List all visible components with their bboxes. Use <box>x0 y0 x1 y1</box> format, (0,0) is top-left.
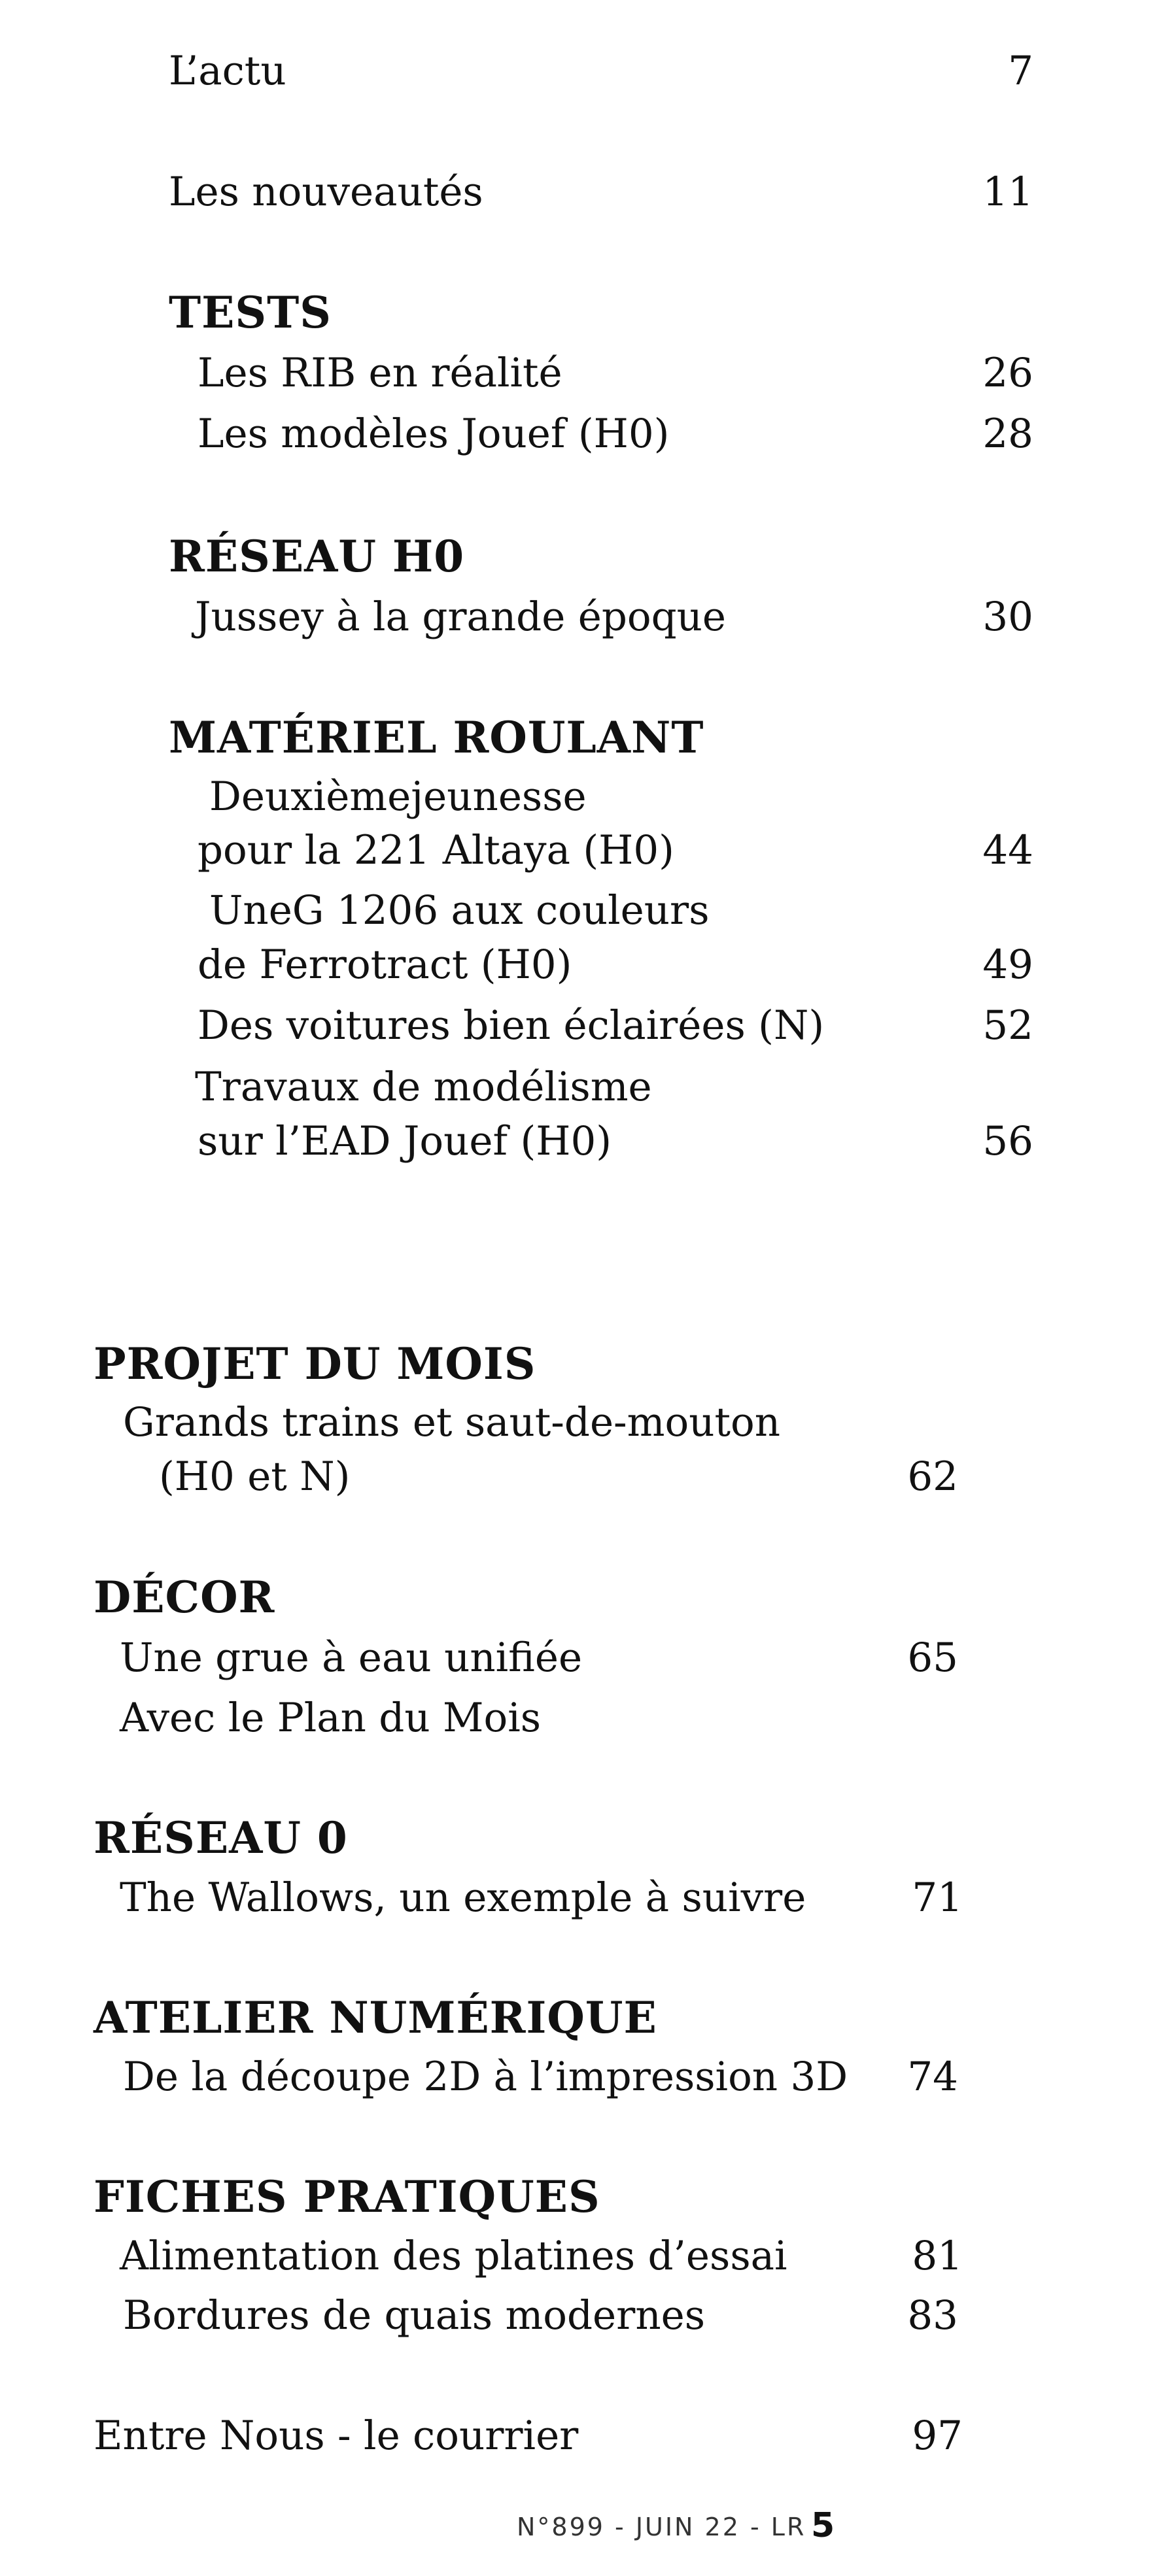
toc-entry-page: 56 <box>982 1118 1033 1164</box>
toc-entry-page: 74 <box>907 2054 958 2100</box>
toc-entry-page: 26 <box>982 350 1033 396</box>
section-heading-projet-du-mois: PROJET DU MOIS <box>94 1338 536 1389</box>
toc-entry-page: 7 <box>1008 48 1033 94</box>
toc-entry-label-line2: pour la 221 Altaya (H0) <box>198 827 674 873</box>
toc-entry-label: Avec le Plan du Mois <box>120 1695 542 1741</box>
toc-entry-label: L’actu <box>169 48 286 94</box>
toc-entry-page: 52 <box>982 1002 1033 1049</box>
toc-entry-page: 81 <box>912 2233 963 2279</box>
toc-entry-label: Les nouveautés <box>169 169 483 215</box>
section-heading-fiches-pratiques: FICHES PRATIQUES <box>94 2171 600 2222</box>
toc-entry-label: Jussey à la grande époque <box>195 594 727 640</box>
toc-entry-label: Les modèles Jouef (H0) <box>198 411 670 457</box>
toc-entry-label: Les RIB en réalité <box>198 350 562 396</box>
toc-entry-label: De la découpe 2D à l’impression 3D <box>123 2054 848 2100</box>
toc-entry-label-line1: Grands trains et saut-de-mouton <box>123 1399 781 1446</box>
toc-entry-page: 62 <box>907 1453 958 1500</box>
toc-entry-label: Alimentation des platines d’essai <box>120 2233 787 2279</box>
toc-entry-label-line1: Deuxièmejeunesse <box>209 773 587 820</box>
issue-footer: N°899 - JUIN 22 - LR <box>517 2513 806 2541</box>
toc-entry-label: Des voitures bien éclairées (N) <box>198 1002 825 1049</box>
toc-entry-label: Une grue à eau unifiée <box>120 1635 583 1681</box>
toc-entry-page: 49 <box>982 941 1033 988</box>
toc-entry-label-line2: sur l’EAD Jouef (H0) <box>198 1118 612 1164</box>
toc-entry-label: Entre Nous - le courrier <box>94 2413 579 2459</box>
toc-entry-page: 30 <box>982 594 1033 640</box>
section-heading-tests: TESTS <box>169 287 332 338</box>
section-heading-decor: DÉCOR <box>94 1572 275 1623</box>
section-heading-atelier-numerique: ATELIER NUMÉRIQUE <box>94 1992 657 2043</box>
toc-entry-page: 83 <box>907 2292 958 2339</box>
toc-entry-label-line2: de Ferrotract (H0) <box>198 941 572 988</box>
toc-entry-page: 44 <box>982 827 1033 873</box>
section-heading-reseau-0: RÉSEAU 0 <box>94 1812 348 1863</box>
page-number: 5 <box>811 2506 835 2545</box>
toc-entry-page: 71 <box>912 1874 963 1921</box>
toc-entry-page: 97 <box>912 2413 963 2459</box>
toc-entry-label-line2: (H0 et N) <box>159 1453 351 1500</box>
section-heading-materiel-roulant: MATÉRIEL ROULANT <box>169 712 704 763</box>
toc-entry-label-line1: Travaux de modélisme <box>195 1064 652 1110</box>
toc-entry-label: The Wallows, un exemple à suivre <box>120 1874 806 1921</box>
toc-entry-label: Bordures de quais modernes <box>123 2292 706 2339</box>
toc-entry-page: 65 <box>907 1635 958 1681</box>
toc-entry-page: 11 <box>982 169 1033 215</box>
toc-entry-label-line1: UneG 1206 aux couleurs <box>209 887 710 934</box>
toc-entry-page: 28 <box>982 411 1033 457</box>
section-heading-reseau-h0: RÉSEAU H0 <box>169 531 465 582</box>
